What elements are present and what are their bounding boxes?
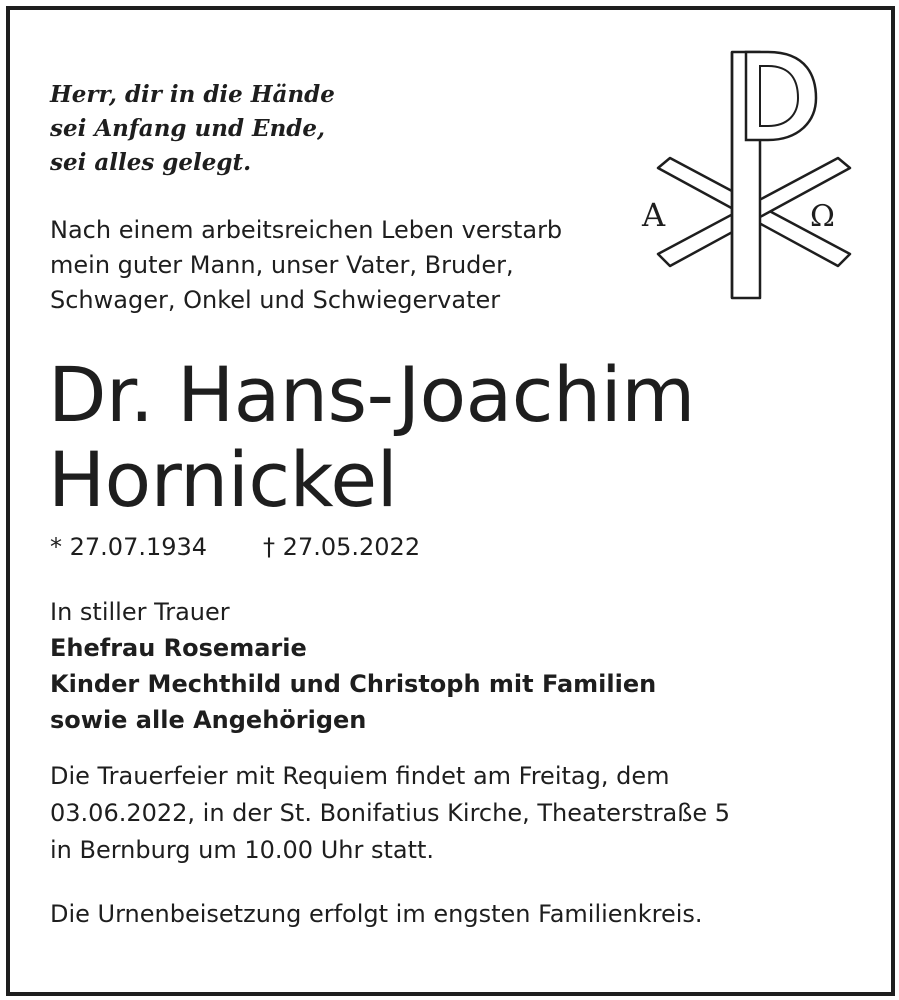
- name-line: Dr. Hans-Joachim: [48, 350, 695, 439]
- mourners-block: [50, 594, 656, 738]
- burial-info: Die Urnenbeisetzung erfolgt im engsten Familienkreis.: [50, 900, 703, 928]
- service-line: in Bernburg um 10.00 Uhr statt.: [50, 836, 435, 864]
- mourning-intro: In stiller Trauer: [50, 598, 230, 626]
- service-line: 03.06.2022, in der St. Bonifatius Kirche, Theaterstraße 5: [50, 799, 731, 827]
- service-line: Die Trauerfeier mit Requiem findet am Freitag, dem: [50, 762, 670, 790]
- intro-line: mein guter Mann, unser Vater, Bruder,: [50, 251, 514, 279]
- birth-date: * 27.07.1934: [50, 533, 208, 561]
- name-line: Hornickel: [48, 435, 398, 524]
- chi-rho-icon: [638, 48, 870, 304]
- death-date: † 27.05.2022: [263, 533, 421, 561]
- service-info: [50, 758, 730, 869]
- verse-line: Herr, dir in die Hände: [50, 81, 335, 108]
- verse-line: sei Anfang und Ende,: [50, 115, 326, 142]
- mourner-line: Kinder Mechthild und Christoph mit Familien: [50, 670, 657, 698]
- bible-verse: [50, 78, 335, 180]
- intro-line: Nach einem arbeitsreichen Leben verstarb: [50, 216, 563, 244]
- life-dates: [50, 530, 420, 564]
- intro-line: Schwager, Onkel und Schwiegervater: [50, 286, 501, 314]
- intro-text: [50, 213, 562, 318]
- deceased-name: [48, 352, 695, 522]
- mourner-line: Ehefrau Rosemarie: [50, 634, 307, 662]
- alpha-letter: A: [642, 196, 666, 234]
- omega-letter: Ω: [810, 199, 835, 234]
- verse-line: sei alles gelegt.: [50, 149, 252, 176]
- mourner-line: sowie alle Angehörigen: [50, 706, 367, 734]
